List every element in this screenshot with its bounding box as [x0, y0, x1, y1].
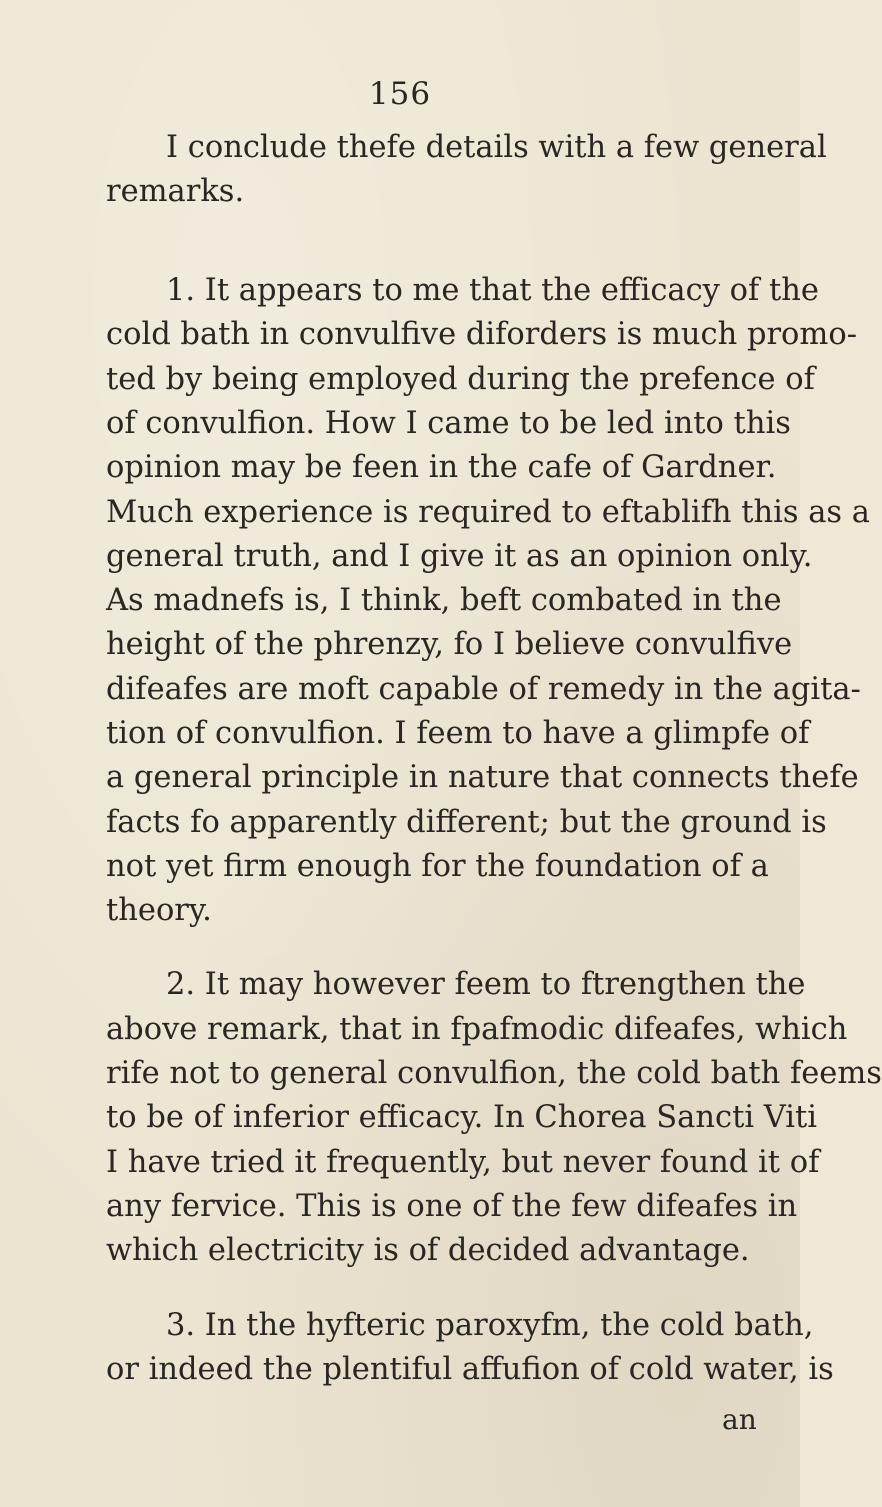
- text-line: 3. In the hyfteric paroxyfm, the cold bath,: [166, 1308, 814, 1343]
- page-number: 156: [368, 76, 432, 112]
- text-line: or indeed the plentiful affufion of cold water, is: [106, 1352, 834, 1387]
- catchword: an: [722, 1403, 757, 1436]
- text-line: height of the phrenzy, fo I believe convulfive: [106, 627, 793, 662]
- text-line: any fervice. This is one of the few difeafes in: [106, 1189, 798, 1224]
- text-line: Much experience is required to eftablifh this as a: [106, 495, 870, 530]
- text-line: difeafes are moft capable of remedy in the agita-: [106, 672, 861, 707]
- text-line: As madnefs is, I think, beft combated in the: [106, 583, 782, 618]
- text-line: facts fo apparently different; but the ground is: [106, 805, 827, 840]
- text-line: tion of convulfion. I feem to have a glimpfe of: [106, 716, 810, 751]
- text-line: I have tried it frequently, but never found it of: [106, 1145, 820, 1180]
- text-line: general truth, and I give it as an opinion only.: [106, 539, 813, 574]
- text-line: of convulfion. How I came to be led into this: [106, 406, 791, 441]
- text-line: not yet firm enough for the foundation of a: [106, 849, 769, 884]
- text-line: cold bath in convulfive diforders is much promo-: [106, 317, 858, 352]
- text-line: rife not to general convulfion, the cold bath feems: [106, 1056, 882, 1091]
- text-line: I conclude thefe details with a few general: [166, 130, 827, 165]
- text-line: 1. It appears to me that the efficacy of the: [166, 273, 819, 308]
- text-line: 2. It may however feem to ftrengthen the: [166, 967, 806, 1002]
- text-line: remarks.: [106, 174, 245, 209]
- text-line: which electricity is of decided advantage.: [106, 1233, 750, 1268]
- text-line: a general principle in nature that connects thefe: [106, 760, 859, 795]
- text-line: ted by being employed during the prefence of: [106, 362, 815, 397]
- text-line: above remark, that in fpafmodic difeafes, which: [106, 1012, 848, 1047]
- text-line: theory.: [106, 893, 212, 928]
- text-line: opinion may be feen in the cafe of Gardner.: [106, 450, 777, 485]
- text-line: to be of inferior efficacy. In Chorea Sancti Viti: [106, 1100, 818, 1135]
